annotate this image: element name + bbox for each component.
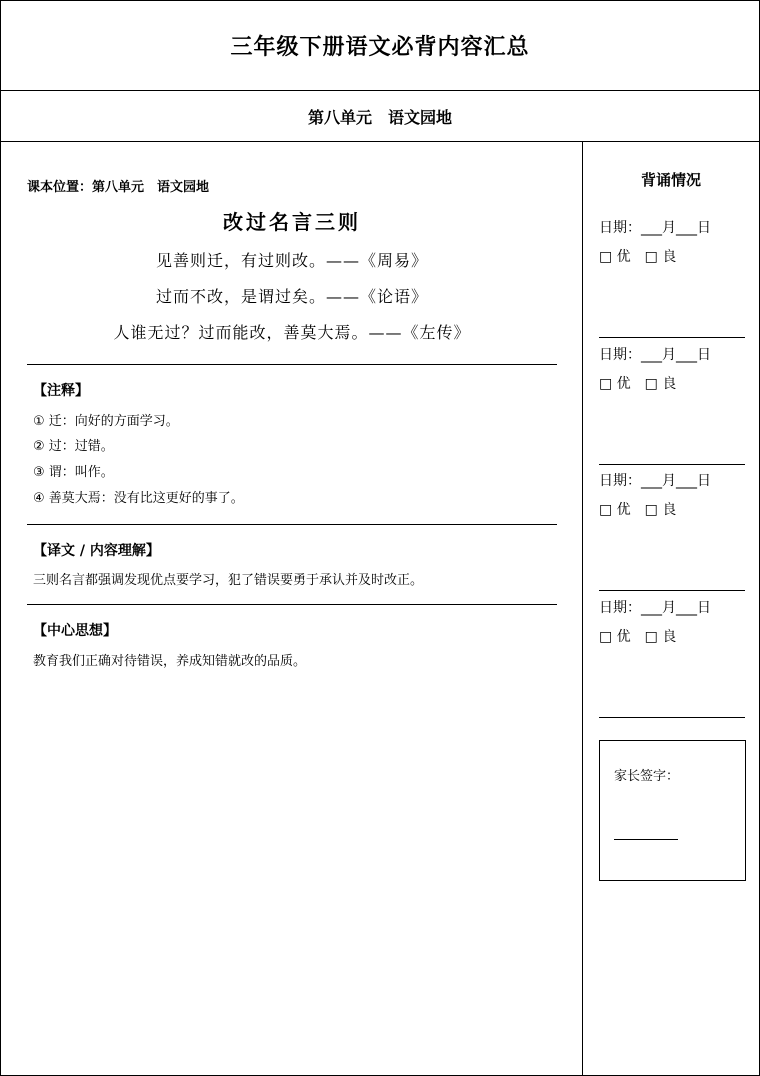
recitation-sidebar xyxy=(583,142,759,1075)
page-title: 三年级下册语文必背内容汇总 xyxy=(230,35,530,60)
record-date: 日期：___月___日 xyxy=(599,600,711,616)
textbook-location: 课本位置：第八单元 语文园地 xyxy=(27,180,210,195)
main-content xyxy=(1,142,583,1075)
parent-signature-box xyxy=(599,740,746,881)
note-item-3: ③ 谓：叫作。 xyxy=(33,465,114,480)
poem-line-1: 见善则迁，有过则改。——《周易》 xyxy=(155,251,428,270)
record-grade: □ 优 □ 良 xyxy=(599,249,677,265)
record-date: 日期：___月___日 xyxy=(599,473,711,489)
section-divider xyxy=(27,604,557,605)
unit-row xyxy=(1,91,759,142)
unit-title: 第八单元 语文园地 xyxy=(307,107,452,127)
note-item-2: ② 过：过错。 xyxy=(33,439,114,454)
theme-text: 教育我们正确对待错误，养成知错就改的品质。 xyxy=(33,654,307,669)
note-item-1: ① 迁：向好的方面学习。 xyxy=(33,414,179,429)
record-grade: □ 优 □ 良 xyxy=(599,502,677,518)
translation-heading: 【译文 / 内容理解】 xyxy=(33,543,160,559)
poem-line-3: 人谁无过？过而能改，善莫大焉。——《左传》 xyxy=(113,323,471,342)
translation-text: 三则名言都强调发现优点要学习，犯了错误要勇于承认并及时改正。 xyxy=(33,573,424,588)
poem-title: 改过名言三则 xyxy=(223,210,361,234)
theme-heading: 【中心思想】 xyxy=(33,623,117,639)
note-item-4: ④ 善莫大焉：没有比这更好的事了。 xyxy=(33,491,244,506)
sidebar-heading: 背诵情况 xyxy=(640,171,701,189)
section-divider xyxy=(27,364,557,365)
record-date: 日期：___月___日 xyxy=(599,347,711,363)
poem-line-2: 过而不改，是谓过矣。——《论语》 xyxy=(155,287,428,306)
notes-heading: 【注释】 xyxy=(33,383,89,399)
record-divider xyxy=(599,464,745,465)
record-divider xyxy=(599,717,745,718)
record-grade: □ 优 □ 良 xyxy=(599,376,677,392)
section-divider xyxy=(27,524,557,525)
title-row xyxy=(1,1,759,91)
signature-line xyxy=(614,839,678,840)
record-date: 日期：___月___日 xyxy=(599,220,711,236)
signature-label: 家长签字： xyxy=(614,769,680,784)
record-grade: □ 优 □ 良 xyxy=(599,629,677,645)
record-divider xyxy=(599,337,745,338)
record-divider xyxy=(599,590,745,591)
